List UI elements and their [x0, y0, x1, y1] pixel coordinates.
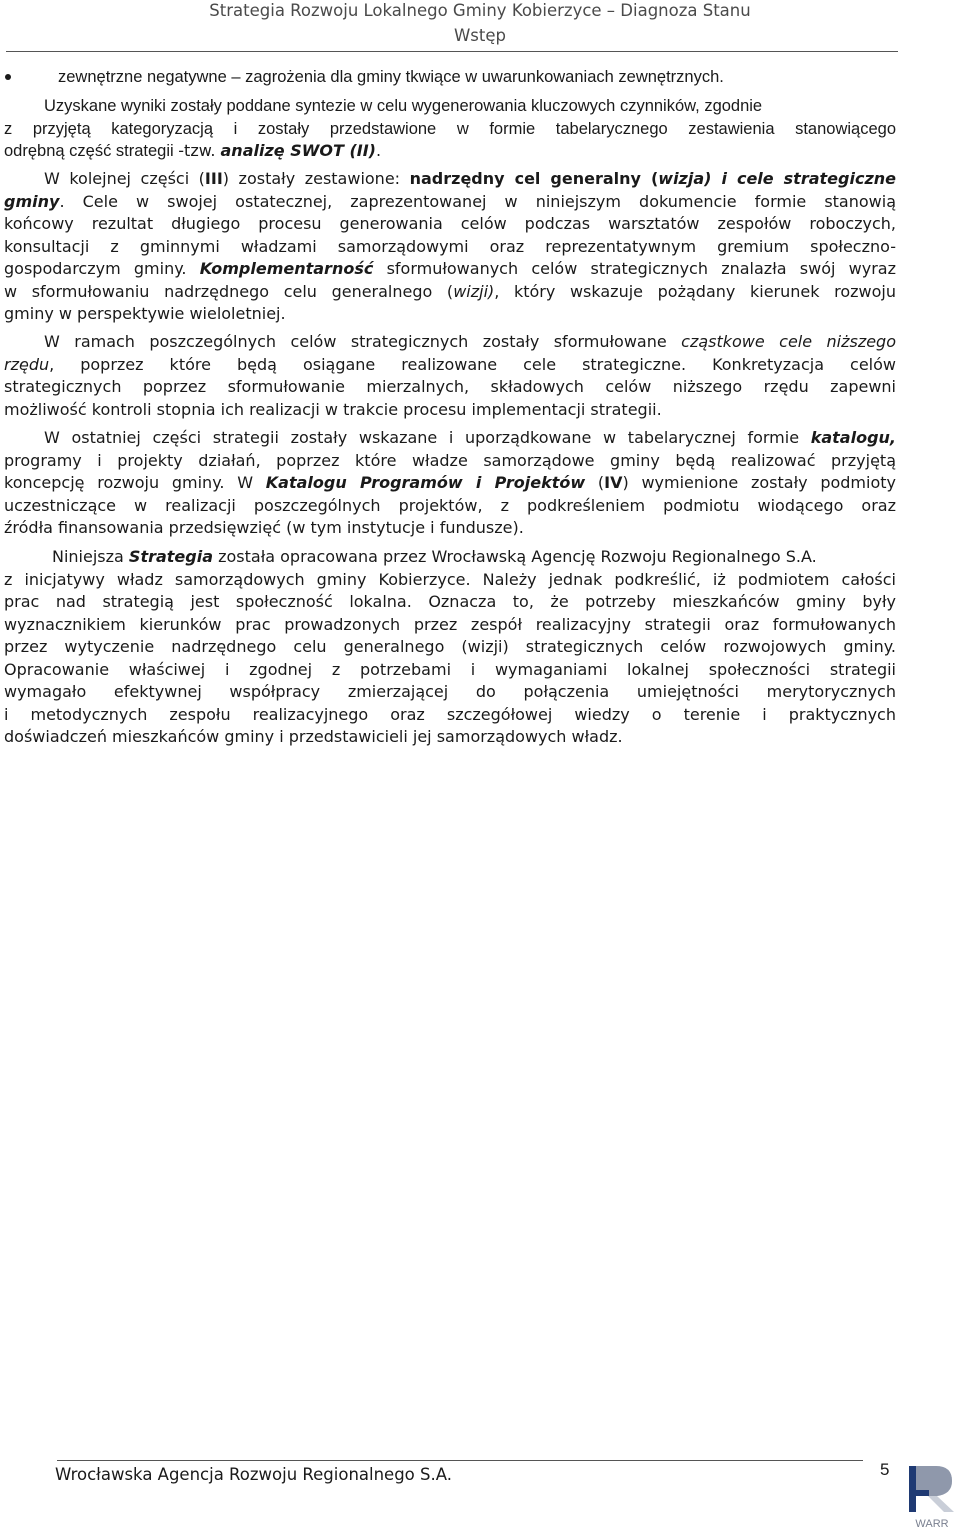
paragraph-swot: [4, 95, 896, 163]
text-run: W ramach poszczególnych celów strategicznych zostały sformułowane: [44, 332, 682, 351]
general-goal-term: nadrzędny cel generalny: [409, 169, 641, 188]
paragraph-line: programy i projekty działań, poprzez które władze samorządowe gminy będą realizować przyjętą: [4, 450, 896, 470]
paragraph-authorship: [4, 546, 896, 749]
paragraph-line: [4, 354, 896, 377]
text-run: (: [585, 473, 605, 492]
paragraph-line: wyznacznikiem kierunków prac prowadzonych przez zespół realizacyjny strategii oraz formułowanych: [4, 614, 896, 634]
subgoals-term: cząstkowe cele niższego: [681, 332, 896, 351]
catalogue-term: katalogu,: [810, 428, 896, 447]
complementarity-term: Komplementarność: [199, 259, 374, 278]
paragraph-line: konsultacji z gminnymi władzami samorządowymi oraz reprezentatywnym gremium społeczno-: [4, 236, 896, 256]
text-run: wizji): [453, 281, 495, 301]
text-run: została opracowana przez Wrocławską Agencję Rozwoju Regionalnego S.A.: [213, 547, 817, 566]
paragraph-line: [4, 472, 896, 495]
bullet-text: zewnętrzne negatywne – zagrożenia dla gminy tkwiące w uwarunkowaniach zewnętrznych.: [58, 68, 724, 86]
paragraph-line: strategicznych poprzez sformułowanie mierzalnych, składowych celów niższego rzędu zapewni: [4, 377, 896, 396]
swot-reference: analizę SWOT (II): [220, 141, 376, 160]
paragraph-line: gminy w perspektywie wieloletniej.: [4, 304, 286, 323]
catalogue-title: Katalogu Programów i Projektów: [265, 473, 586, 492]
text-run: , poprzez które będą osiągane realizowane cele strategiczne. Konkretyzacja celów: [49, 354, 896, 374]
text-run: W kolejnej części (: [44, 169, 205, 188]
warr-logo-icon: [906, 1463, 958, 1529]
text-run: , który wskazuje pożądany kierunek rozwoju: [494, 281, 896, 301]
paragraph-line: [4, 140, 896, 163]
bullet-dot-icon: [5, 74, 11, 80]
text-run: ) zostały zestawione:: [222, 169, 410, 188]
page-number: 5: [880, 1460, 890, 1479]
paragraph-subgoals: [4, 331, 896, 421]
part-number: IV: [604, 473, 623, 492]
vision-term: wizja) i cele strategiczne: [658, 169, 896, 188]
page-header-section: Wstęp: [453, 26, 506, 45]
paragraph-line: wymagało efektywnej współpracy zmierzającej do połączenia umiejętności merytorycznych: [4, 682, 896, 701]
paragraph-line: Uzyskane wyniki zostały poddane syntezie w celu wygenerowania kluczowych czynników, zgodnie: [44, 97, 763, 115]
paragraph-line: przez wytyczenie nadrzędnego celu generalnego (wizji) strategicznych celów rozwojowych gminy.: [4, 637, 896, 656]
part-number: III: [204, 169, 223, 188]
paragraph-line: Opracowanie właściwej i zgodnej z potrzebami i wymaganiami lokalnej społeczności strategii: [4, 659, 896, 679]
page-header-title: Strategia Rozwoju Lokalnego Gminy Kobierzyce – Diagnoza Stanu: [209, 1, 751, 20]
paragraph-line: [4, 281, 896, 304]
paragraph-line: uczestniczące w realizacji poszczególnych projektów, z podkreśleniem podmiotu wiodącego oraz: [4, 495, 896, 515]
text-run: sformułowanych celów strategicznych znalazła swój wyraz: [373, 259, 896, 278]
paragraph-line: końcowy rezultat długiego procesu generowania celów podczas warsztatów zespołów roboczych,: [4, 214, 896, 233]
text-run: .: [375, 141, 382, 160]
text-run: gospodarczym gminy.: [4, 259, 200, 278]
text-run: odrębną część strategii: [4, 142, 179, 160]
paragraph-line: i metodycznych zespołu realizacyjnego oraz szczegółowej wiedzy o terenie i praktycznych: [4, 704, 896, 724]
paragraph-line: [4, 546, 896, 569]
text-run: gminy: [4, 191, 60, 211]
text-run: (: [640, 169, 659, 188]
text-run: ) wymienione zostały podmioty: [622, 473, 896, 492]
text-run: koncepcję rozwoju gminy. W: [4, 473, 266, 492]
paragraph-line: prac nad strategią jest społeczność lokalna. Oznacza to, że potrzeby mieszkańców gminy były: [4, 592, 896, 611]
paragraph-line: [4, 331, 896, 354]
text-run: rzędu: [4, 354, 50, 374]
header-divider: [6, 51, 898, 52]
paragraph-catalogue: [4, 427, 896, 540]
footer-divider: [57, 1460, 863, 1461]
paragraph-line: z przyjętą kategoryzacją i zostały przedstawione w formie tabelarycznego zestawienia stanowiącego: [4, 119, 896, 138]
logo-text: WARR: [915, 1518, 949, 1529]
paragraph-line: możliwość kontroli stopnia ich realizacji w trakcie procesu implementacji strategii.: [4, 399, 662, 419]
text-run: . Cele w swojej ostatecznej, zaprezentowanej w niniejszym dokumencie formie stanowią: [59, 191, 896, 211]
paragraph-line: źródła finansowania przedsięwzięć (w tym instytucje i fundusze).: [4, 518, 524, 537]
text-run: -tzw.: [178, 141, 221, 160]
bullet-item: [4, 66, 899, 90]
text-run: w sformułowaniu nadrzędnego celu generalnego (: [4, 281, 454, 301]
paragraph-line: [4, 191, 896, 214]
paragraph-line: doświadczeń mieszkańców gminy i przedstawicieli jej samorządowych władz.: [4, 727, 623, 746]
paragraph-line: [4, 258, 896, 281]
strategy-term: Strategia: [128, 547, 214, 566]
text-run: W ostatniej części strategii zostały wskazane i uporządkowane w tabelarycznej formie: [44, 428, 811, 447]
paragraph-line: z inicjatywy władz samorządowych gminy Kobierzyce. Należy jednak podkreślić, iż podmiotem całości: [4, 569, 896, 589]
text-run: Niniejsza: [52, 547, 129, 566]
paragraph-goals: [4, 168, 896, 326]
footer-organization: Wrocławska Agencja Rozwoju Regionalnego S.A.: [55, 1465, 452, 1484]
paragraph-line: [4, 427, 896, 450]
paragraph-line: [4, 168, 896, 191]
